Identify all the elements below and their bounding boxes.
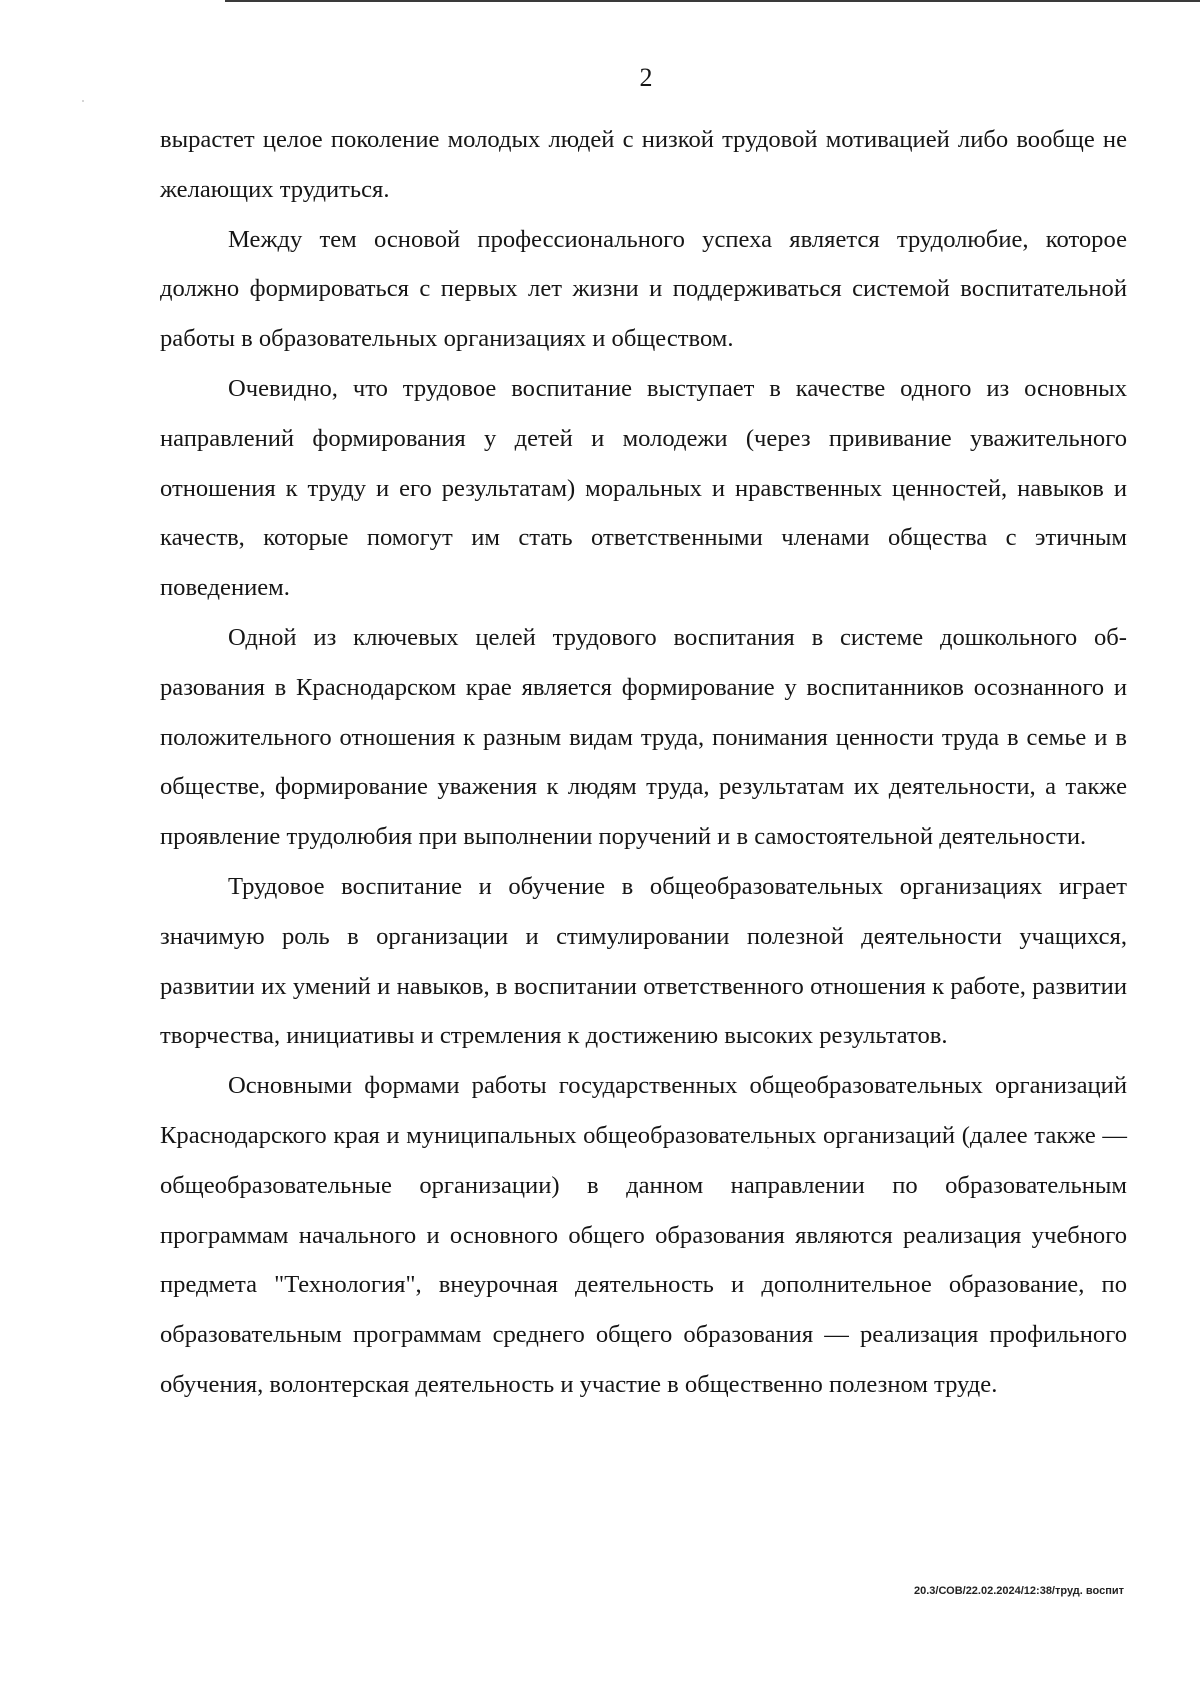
paragraph: Между тем основой профессионального успеха является трудолюбие, которое должно формироваться с первых лет жизни и поддерживаться системой воспитательной работы в образовательных организациях и обществом. [160, 225, 1127, 353]
paragraph: Трудовое воспитание и обучение в общеобразовательных организациях играет значимую роль в организации и стимулировании полезной деятельности учащихся, развитии их умений и навыков, в воспитании ответственного отношения к работе, развитии творчества, инициативы и стремления к достижению высоких результатов. [160, 872, 1127, 1050]
scan-top-edge-line [225, 0, 1200, 2]
document-body [160, 115, 1127, 1410]
paragraph: Одной из ключевых целей трудового воспитания в системе дошкольного образования в Краснодарском крае является формирование у воспитанников осознанного и положительного отношения к разным видам труда, понимания ценности труда в семье и в обществе, формирование уважения к людям труда, результатам их деятельности, а также проявление трудолюбия при выполнении поручений и в самостоятельной деятельности. [160, 623, 1127, 851]
paragraph: Очевидно, что трудовое воспитание выступает в качестве одного из основных направлений формирования у детей и молодежи (через прививание уважительного отношения к труду и его результатам) моральных и нравственных ценностей, навыков и качеств, которые помогут им стать ответственными членами общества с этичным поведением. [160, 374, 1127, 602]
page-number: 2 [639, 63, 653, 92]
scan-speck [82, 100, 84, 102]
paragraph: Основными формами работы государственных общеобразовательных организаций Краснодарского края и муниципальных общеобразовательных организаций (далее также — общеобразовательные организации) в данном направлении по образовательным программам начального и основного общего образования являются реализация учебного предмета "Технология", внеурочная деятельность и дополнительное образование, по образовательным программам среднего общего образования — реализация профильного обучения, волонтерская деятельность и участие в общественно полезном труде. [160, 1072, 1127, 1398]
document-footer-code: 20.3/СОВ/22.02.2024/12:38/труд. воспит [914, 1585, 1124, 1597]
paragraph-continued: вырастет целое поколение молодых людей с низкой трудовой мотивацией либо вообще не желающих трудиться. [160, 126, 1127, 203]
